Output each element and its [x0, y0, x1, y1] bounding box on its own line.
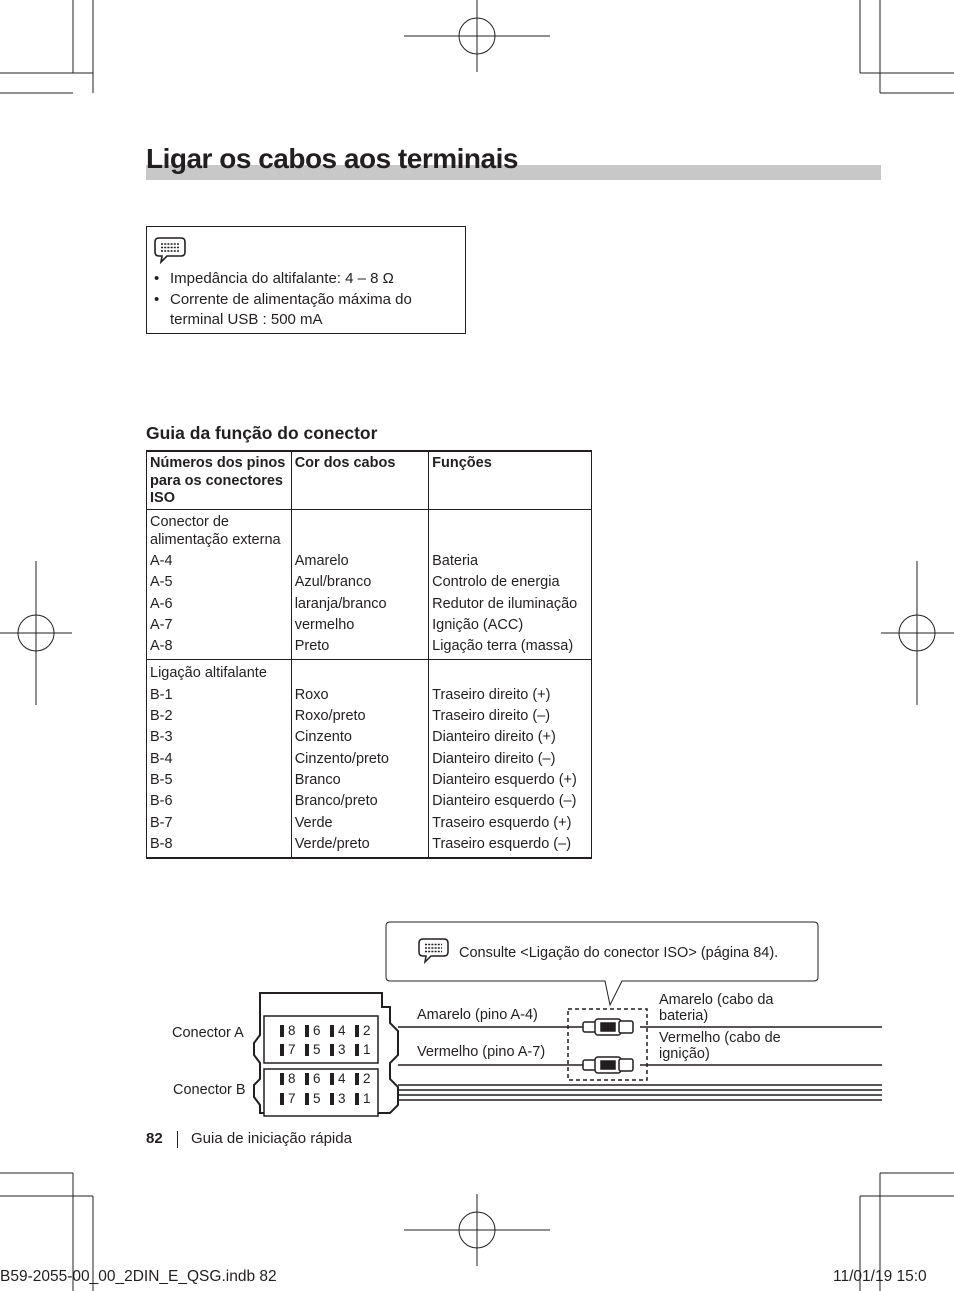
note-box: [146, 226, 466, 334]
page-number-divider: [177, 1131, 178, 1148]
table-cell: Traseiro direito (–): [432, 708, 551, 725]
table-cell: Branco: [294, 771, 341, 788]
pin-label: 7: [288, 1091, 296, 1106]
table-cell: Traseiro esquerdo (+): [432, 814, 572, 831]
table-cell: Redutor de iluminação: [432, 595, 578, 612]
table-cell: B-4: [150, 750, 173, 767]
pin-label: 8: [288, 1023, 296, 1038]
table-cell: Verde/preto: [294, 835, 370, 852]
pin-label: 2: [363, 1071, 371, 1086]
header-cable-color: Cor dos cabos: [291, 451, 428, 510]
table-cell: Roxo/preto: [294, 708, 366, 725]
table-cell: B-5: [150, 771, 173, 788]
note-bullet-impedance: • Impedância do altifalante: 4 – 8 Ω: [153, 269, 458, 290]
ignition-cable-label-line: Vermelho (cabo de: [659, 1030, 781, 1046]
table-cell: B-6: [150, 793, 173, 810]
wire-yellow-label: Amarelo (pino A-4): [417, 1007, 538, 1023]
pin-label: 3: [338, 1042, 346, 1057]
pin-label: 5: [313, 1042, 321, 1057]
wire-red-label: Vermelho (pino A-7): [417, 1044, 546, 1060]
page-guide-title: Guia de iniciação rápida: [191, 1130, 352, 1147]
table-cell: B-8: [150, 835, 173, 852]
callout-text: Consulte <Ligação do conector ISO> (página 84).: [459, 945, 779, 961]
table-cell: laranja/branco: [294, 595, 387, 612]
section-title: Conector de alimentação externa: [150, 514, 281, 548]
table-cell: B-1: [150, 686, 173, 703]
table-cell: B-7: [150, 814, 173, 831]
table-cell: Dianteiro direito (–): [432, 750, 556, 767]
section-title: Ligação altifalante: [150, 665, 267, 682]
table-cell: Bateria: [432, 553, 479, 569]
plug-connector-red: [583, 1057, 633, 1073]
table-cell: A-8: [150, 638, 173, 655]
note-bullet-usb-current: • Corrente de alimentação máxima do terminal USB : 500 mA: [153, 290, 458, 331]
note-list: [153, 269, 458, 331]
table-cell: Dianteiro esquerdo (+): [432, 771, 577, 788]
table-cell: Roxo: [294, 686, 329, 703]
table-cell: vermelho: [294, 616, 355, 633]
table-heading: Guia da função do conector: [146, 423, 378, 443]
table-cell: Controlo de energia: [432, 574, 560, 591]
page-title: Ligar os cabos aos terminais: [146, 143, 518, 174]
pin-label: 4: [338, 1071, 346, 1086]
battery-cable-label-line: bateria): [659, 1008, 709, 1024]
connector-b-label: Conector B: [173, 1082, 246, 1098]
pin-label: 2: [363, 1023, 371, 1038]
pin-label: 1: [363, 1091, 371, 1106]
table-cell: A-6: [150, 595, 173, 612]
plug-connector-yellow: [583, 1019, 633, 1035]
table-cell: Ligação terra (massa): [432, 638, 574, 655]
pin-label: 1: [363, 1042, 371, 1057]
table-cell: Branco/preto: [294, 793, 378, 810]
table-cell: Amarelo: [294, 553, 349, 569]
page-number: 82: [146, 1130, 163, 1147]
table-cell: Cinzento/preto: [294, 750, 389, 767]
note-icon: [153, 235, 187, 265]
pin-label: 6: [313, 1023, 321, 1038]
battery-cable-label-line: Amarelo (cabo da: [659, 992, 774, 1008]
footer-file-info: B59-2055-00_00_2DIN_E_QSG.indb 82: [0, 1268, 277, 1285]
table-cell: A-4: [150, 553, 173, 569]
table-cell: Dianteiro esquerdo (–): [432, 793, 577, 810]
table-cell: Verde: [294, 814, 333, 831]
table-cell: A-7: [150, 616, 173, 633]
table-section-speaker: [147, 660, 592, 858]
ignition-cable-label-line: ignição): [659, 1046, 710, 1062]
header-pin-numbers: Números dos pinos para os conectores ISO: [147, 451, 292, 510]
table-cell: Ignição (ACC): [432, 616, 524, 633]
pin-label: 3: [338, 1091, 346, 1106]
table-cell: B-2: [150, 708, 173, 725]
table-cell: B-3: [150, 729, 173, 746]
pin-label: 7: [288, 1042, 296, 1057]
pin-label: 8: [288, 1071, 296, 1086]
table-cell: Traseiro esquerdo (–): [432, 835, 572, 852]
table-cell: Preto: [294, 638, 330, 655]
table-cell: Dianteiro direito (+): [432, 729, 556, 746]
footer-timestamp: 11/01/19 15:0: [833, 1268, 927, 1285]
connector-function-table: [146, 450, 592, 859]
pin-label: 6: [313, 1071, 321, 1086]
pin-label: 5: [313, 1091, 321, 1106]
table-cell: A-5: [150, 574, 173, 591]
ignition-cable-label: [659, 1030, 781, 1062]
table-cell: Cinzento: [294, 729, 352, 746]
table-cell: Traseiro direito (+): [432, 686, 551, 703]
table-header-row: [147, 451, 592, 510]
battery-cable-label: [659, 992, 773, 1024]
table-section-power: [147, 510, 592, 660]
header-functions: Funções: [429, 451, 592, 510]
pin-label: 4: [338, 1023, 346, 1038]
table-cell: Azul/branco: [294, 574, 372, 591]
connector-a-label: Conector A: [172, 1025, 244, 1041]
